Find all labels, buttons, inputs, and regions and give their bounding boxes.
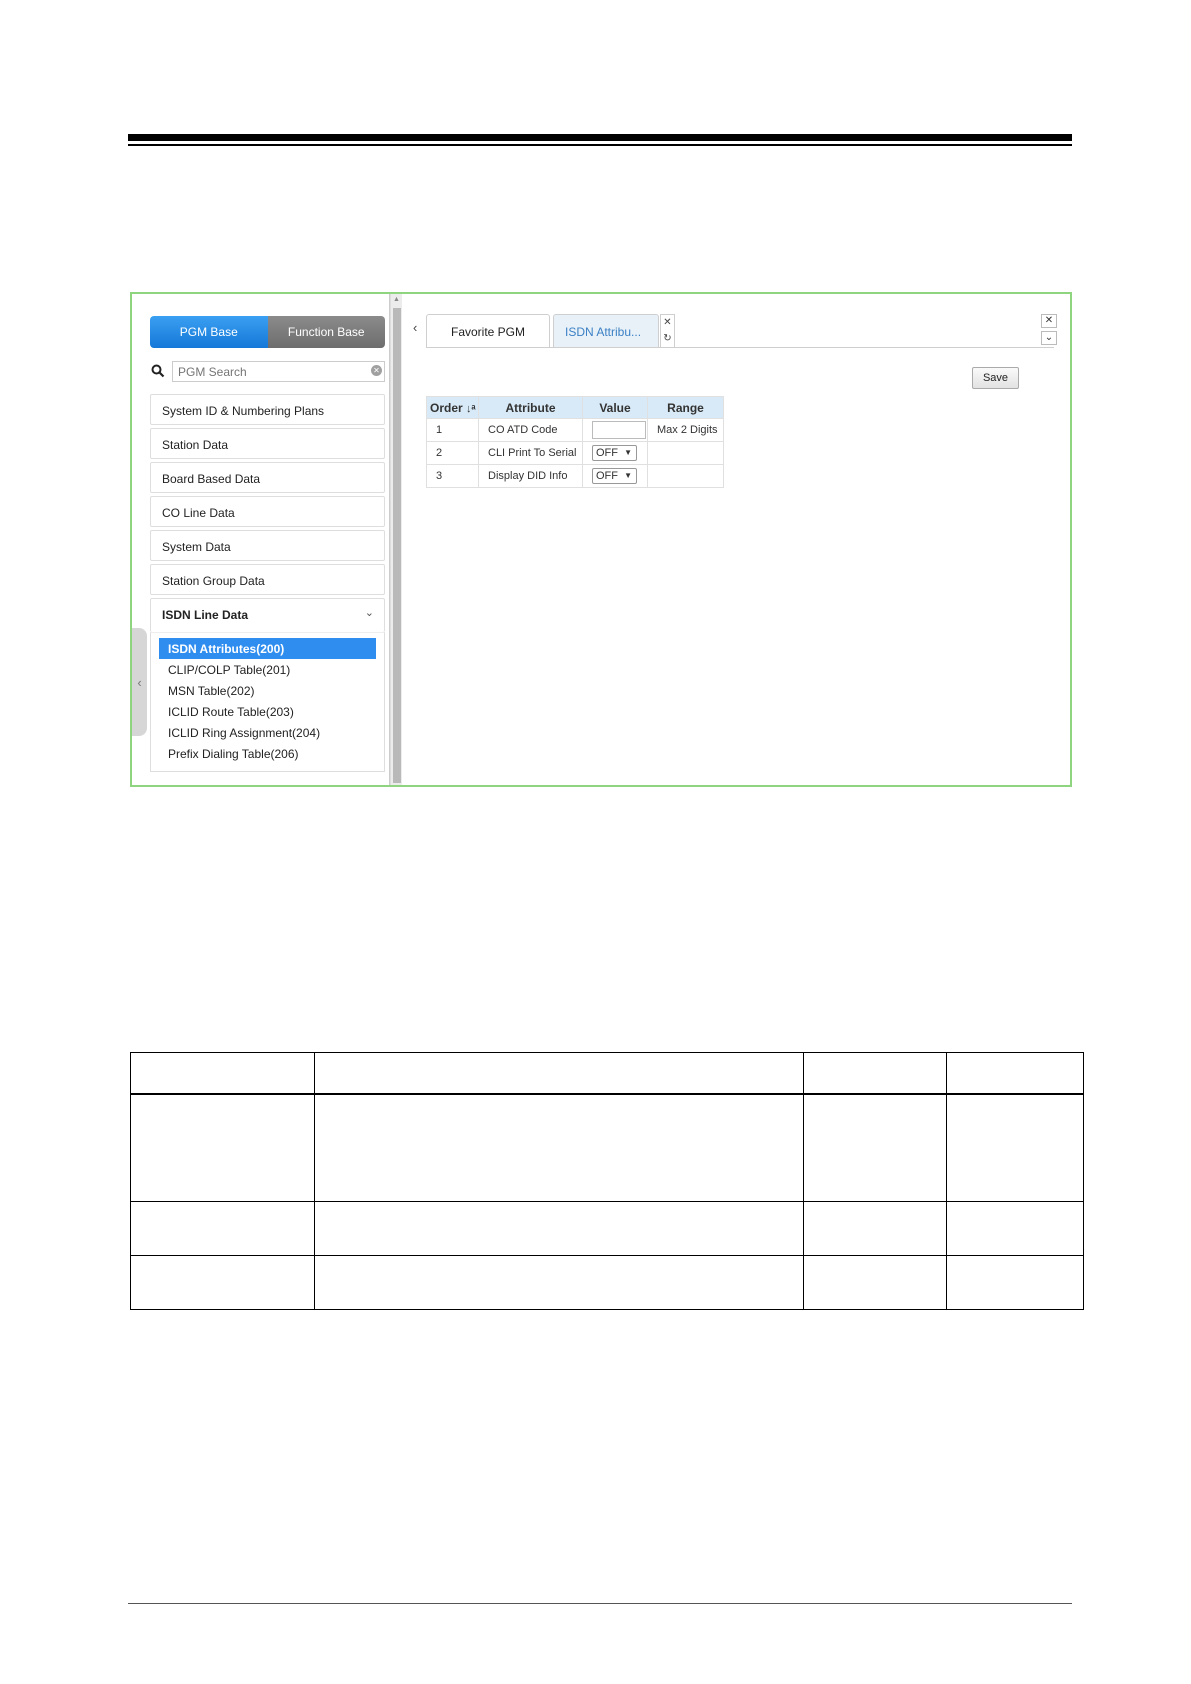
main-panel: [403, 294, 1072, 785]
sidebar-item-label: ISDN Line Data: [162, 608, 249, 622]
submenu-item-msn-table[interactable]: MSN Table(202): [168, 684, 255, 698]
display-did-select[interactable]: [592, 468, 637, 484]
close-icon[interactable]: ✕: [1041, 314, 1057, 328]
chevron-down-icon: ⌄: [364, 607, 374, 619]
column-order[interactable]: [427, 397, 479, 419]
sidebar-item-board-based-data[interactable]: Board Based Data: [150, 462, 385, 493]
tabs-back-icon[interactable]: ‹: [413, 320, 418, 335]
cell-range: Max 2 Digits: [648, 419, 724, 442]
sidebar: [132, 294, 390, 785]
table-divider: [131, 1201, 1083, 1202]
chevron-down-icon[interactable]: ⌄: [1041, 331, 1057, 345]
cell-order: 1: [427, 419, 479, 442]
submenu-item-iclid-ring[interactable]: ICLID Ring Assignment(204): [168, 726, 321, 740]
tab-isdn-attributes[interactable]: ISDN Attribu...: [553, 314, 659, 348]
submenu-item-isdn-attributes[interactable]: ISDN Attributes(200): [159, 638, 376, 659]
clear-search-icon[interactable]: ✕: [371, 365, 382, 376]
collapse-sidebar-handle[interactable]: [132, 628, 147, 736]
table-row: [427, 465, 724, 488]
tab-favorite-pgm[interactable]: Favorite PGM: [426, 314, 550, 348]
sidebar-item-system-id[interactable]: System ID & Numbering Plans: [150, 394, 385, 425]
sidebar-menu: [150, 394, 385, 772]
function-base-button[interactable]: Function Base: [268, 316, 386, 348]
search-icon[interactable]: [151, 364, 165, 378]
sidebar-item-station-group-data[interactable]: Station Group Data: [150, 564, 385, 595]
pgm-search-input[interactable]: [172, 361, 385, 382]
close-tab-icon[interactable]: ✕: [663, 317, 672, 328]
sidebar-item-system-data[interactable]: System Data: [150, 530, 385, 561]
save-button[interactable]: Save: [972, 367, 1019, 389]
tab-controls: [660, 314, 675, 348]
pgm-base-button[interactable]: PGM Base: [150, 316, 268, 348]
screenshot-frame: [130, 292, 1072, 787]
tab-divider: [426, 347, 1054, 348]
table-divider: [803, 1053, 804, 1309]
footer-rule: [128, 1603, 1072, 1604]
select-value: OFF: [596, 470, 618, 482]
scrollbar-thumb[interactable]: [393, 308, 401, 783]
base-toggle: [150, 316, 385, 348]
cell-range: [648, 465, 724, 488]
column-range[interactable]: Range: [648, 397, 724, 419]
table-row: [427, 419, 724, 442]
sort-icon[interactable]: ↓ᵃ: [466, 402, 476, 415]
cell-value: [583, 442, 648, 465]
submenu-item-prefix-dialing[interactable]: Prefix Dialing Table(206): [168, 747, 299, 761]
chevron-left-icon: ‹: [137, 674, 142, 690]
column-value[interactable]: Value: [583, 397, 648, 419]
cli-print-select[interactable]: [592, 445, 637, 461]
sidebar-item-isdn-line-data[interactable]: [150, 598, 385, 632]
cell-value: [583, 419, 648, 442]
scroll-up-icon[interactable]: ▲: [393, 296, 400, 303]
cell-attribute: CLI Print To Serial: [479, 442, 583, 465]
sidebar-item-station-data[interactable]: Station Data: [150, 428, 385, 459]
dropdown-arrow-icon: ▼: [624, 471, 632, 480]
refresh-icon[interactable]: ↻: [663, 333, 672, 344]
select-value: OFF: [596, 447, 618, 459]
column-order-label: Order: [430, 400, 463, 415]
isdn-submenu: [150, 632, 385, 772]
header-rule-thick: [128, 134, 1072, 141]
cell-range: [648, 442, 724, 465]
table-divider: [131, 1093, 1083, 1095]
cell-attribute: CO ATD Code: [479, 419, 583, 442]
table-divider: [314, 1053, 315, 1309]
submenu-item-clip-colp[interactable]: CLIP/COLP Table(201): [168, 663, 291, 677]
header-rule-thin: [128, 144, 1072, 146]
table-divider: [946, 1053, 947, 1309]
document-table: [130, 1052, 1084, 1310]
column-attribute[interactable]: Attribute: [479, 397, 583, 419]
cell-order: 3: [427, 465, 479, 488]
table-row: [427, 442, 724, 465]
dropdown-arrow-icon: ▼: [624, 448, 632, 457]
sidebar-item-co-line-data[interactable]: CO Line Data: [150, 496, 385, 527]
cell-value: [583, 465, 648, 488]
table-divider: [131, 1255, 1083, 1256]
cell-order: 2: [427, 442, 479, 465]
attributes-table: [426, 396, 724, 488]
sidebar-scrollbar[interactable]: [390, 294, 402, 785]
cell-attribute: Display DID Info: [479, 465, 583, 488]
submenu-item-iclid-route[interactable]: ICLID Route Table(203): [168, 705, 294, 719]
co-atd-code-input[interactable]: [592, 421, 646, 439]
